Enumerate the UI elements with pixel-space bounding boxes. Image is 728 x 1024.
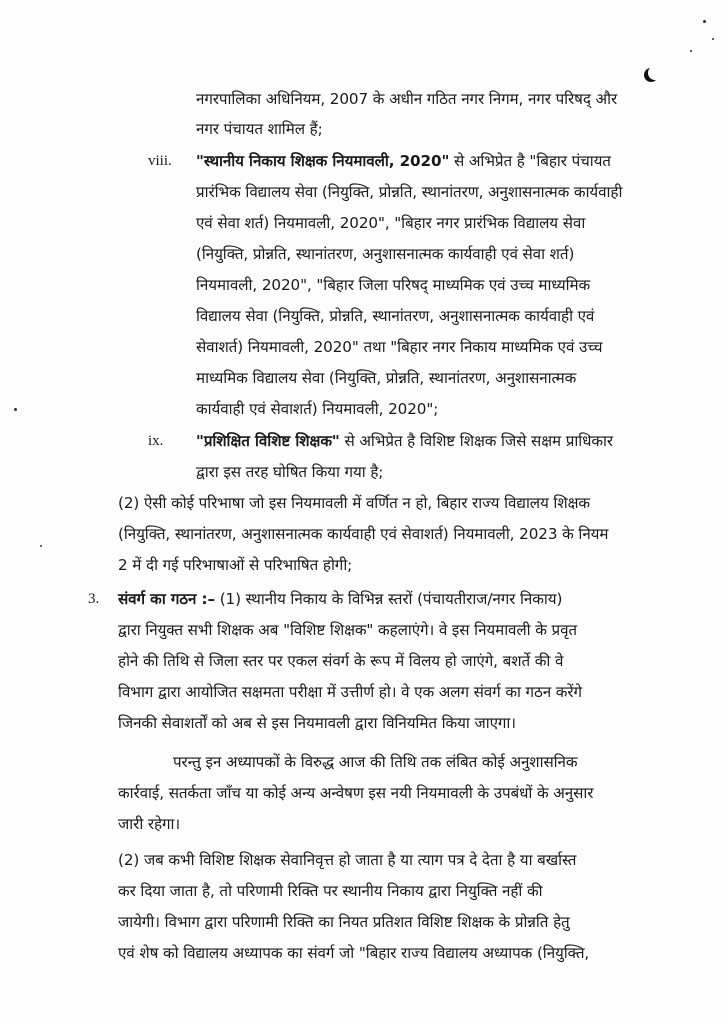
item-viii-line: प्रारंभिक विद्यालय सेवा (नियुक्ति, प्रोन्नति, स्थानांतरण, अनुशासनात्मक कार्यवाही	[196, 183, 623, 201]
section-3-para-2-line: (2) जब कभी विशिष्ट शिक्षक सेवानिवृत्त हो जाता है या त्याग पत्र दे देता है या बर्खास्त	[118, 851, 577, 869]
section-3-line: जिनकी सेवाशर्तों को अब से इस नियमावली द्वारा विनियमित किया जाएगा।	[118, 714, 516, 732]
para-2-definitions-line: (2) ऐसी कोई परिभाषा जो इस नियमावली में वर्णित न हो, बिहार राज्य विद्यालय शिक्षक	[118, 494, 590, 512]
item-viii-line: से अभिप्रेत है "बिहार पंचायत	[449, 152, 611, 170]
section-3-para-2-line: कर दिया जाता है, तो परिणामी रिक्ति पर स्थानीय निकाय द्वारा नियुक्ति नहीं की	[118, 882, 543, 900]
section-3-line: द्वारा नियुक्त सभी शिक्षक अब "विशिष्ट शिक्षक" कहलाएंगे। वे इस नियमावली के प्रवृत	[118, 621, 577, 639]
item-viii-line: माध्यमिक विद्यालय सेवा (नियुक्ति, प्रोन्नति, स्थानांतरण, अनुशासनात्मक	[196, 369, 577, 387]
definition-continued-line: नगर पंचायत शामिल हैं;	[196, 120, 323, 138]
item-viii-line: सेवाशर्त) नियमावली, 2020" तथा "बिहार नगर निकाय माध्यमिक एवं उच्च	[196, 338, 603, 356]
item-viii-line: (नियुक्ति, प्रोन्नति, स्थानांतरण, अनुशासनात्मक कार्यवाही एवं सेवा शर्त)	[196, 245, 575, 263]
proviso-line: परन्तु इन अध्यापकों के विरुद्ध आज की तिथि तक लंबित कोई अनुशासनिक	[173, 753, 578, 771]
item-viii-line: विद्यालय सेवा (नियुक्ति, प्रोन्नति, स्थानांतरण, अनुशासनात्मक कार्यवाही एवं	[196, 307, 595, 325]
item-viii-line: नियमावली, 2020", "बिहार जिला परिषद् माध्यमिक एवं उच्च माध्यमिक	[196, 276, 591, 294]
item-ix-first-line	[196, 430, 613, 452]
scan-speck-icon	[690, 50, 692, 52]
section-3-para-2-line: एवं शेष को विद्यालय अध्यापक का संवर्ग जो "बिहार राज्य विद्यालय अध्यापक (नियुक्ति,	[118, 944, 590, 962]
para-2-definitions-line: (नियुक्ति, स्थानांतरण, अनुशासनात्मक कार्यवाही एवं सेवाशर्त) नियमावली, 2023 के नियम	[118, 525, 609, 543]
scan-speck-icon	[703, 20, 706, 23]
scan-speck-icon	[712, 38, 714, 40]
section-3-line: होने की तिथि से जिला स्तर पर एकल संवर्ग के रूप में विलय हो जाएंगे, बशर्ते की वे	[118, 652, 564, 670]
item-viii-first-line	[196, 150, 611, 172]
section-3-number: 3.	[88, 591, 100, 607]
para-2-definitions-line: 2 में दी गई परिभाषाओं से परिभाषित होगी;	[118, 556, 353, 574]
section-3-first-line	[118, 588, 562, 610]
item-viii-line: कार्यवाही एवं सेवाशर्त) नियमावली, 2020";	[196, 400, 439, 418]
moon-mark-icon	[648, 66, 662, 80]
proviso-line: जारी रहेगा।	[118, 815, 180, 833]
item-ix-line: से अभिप्रेत है विशिष्ट शिक्षक जिसे सक्षम प्राधिकार	[339, 432, 613, 450]
section-3-heading: संवर्ग का गठन :–	[118, 590, 215, 608]
item-ix-line: द्वारा इस तरह घोषित किया गया है;	[196, 463, 384, 481]
scan-speck-icon	[40, 545, 42, 547]
scan-speck-icon	[14, 408, 17, 411]
section-3-line: (1) स्थानीय निकाय के विभिन्न स्तरों (पंचायतीराज/नगर निकाय)	[215, 590, 563, 608]
proviso-line: कार्रवाई, सतर्कता जाँच या कोई अन्य अन्वेषण इस नयी नियमावली के उपबंधों के अनुसार	[118, 784, 594, 802]
item-ix-term: "प्रशिक्षित विशिष्ट शिक्षक"	[196, 432, 340, 450]
item-marker-viii: viii.	[148, 153, 172, 169]
section-3-para-2-line: जायेगी। विभाग द्वारा परिणामी रिक्ति का नियत प्रतिशत विशिष्ट शिक्षक के प्रोन्नति हेतु	[118, 913, 570, 931]
item-viii-term: "स्थानीय निकाय शिक्षक नियमावली, 2020"	[196, 152, 450, 170]
item-viii-line: एवं सेवा शर्त) नियमावली, 2020", "बिहार नगर प्रारंभिक विद्यालय सेवा	[196, 214, 586, 232]
section-3-line: विभाग द्वारा आयोजित सक्षमता परीक्षा में उत्तीर्ण हो। वे एक अलग संवर्ग का गठन करेंगे	[118, 683, 582, 701]
item-marker-ix: ix.	[148, 433, 164, 449]
definition-continued-line: नगरपालिका अधिनियम, 2007 के अधीन गठित नगर निगम, नगर परिषद् और	[196, 90, 618, 108]
